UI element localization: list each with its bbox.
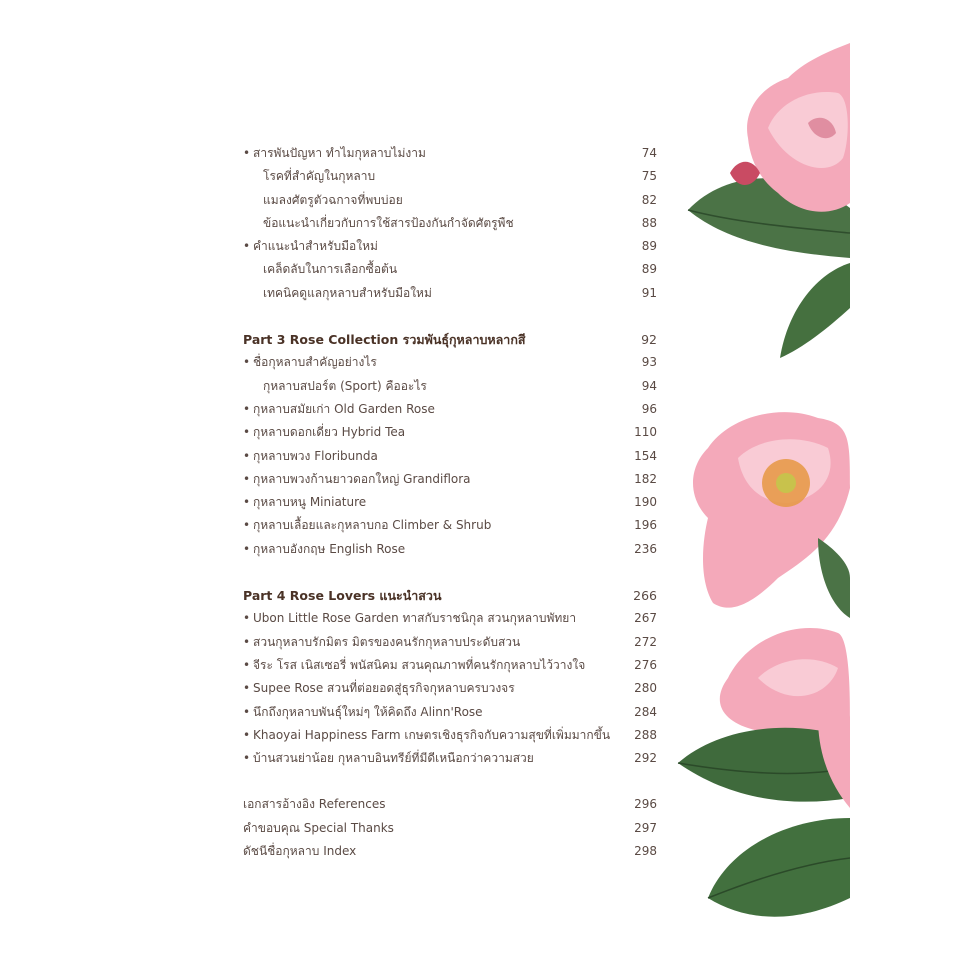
toc-entry-title: คำแนะนำสำหรับมือใหม่	[253, 239, 378, 254]
toc-entry	[243, 724, 657, 747]
toc-entry-title: กุหลาบสมัยเก่า Old Garden Rose	[253, 401, 435, 416]
toc-entry-title: ชื่อกุหลาบสำคัญอย่างไร	[253, 355, 377, 370]
toc-part-heading	[243, 328, 657, 351]
toc-entry-title: เทคนิคดูแลกุหลาบสำหรับมือใหม่	[263, 285, 432, 300]
toc-entry	[243, 375, 657, 398]
top-rose-icon	[688, 43, 850, 358]
rose-icon	[668, 18, 850, 942]
toc-part-heading	[243, 584, 657, 607]
toc-entry	[243, 282, 657, 305]
toc-page-number: 75	[641, 169, 657, 184]
toc-entry	[243, 142, 657, 165]
toc-entry	[243, 538, 657, 561]
toc-entry-title: กุหลาบหนู Miniature	[253, 495, 367, 510]
toc-entry-title: เคล็ดลับในการเลือกซื้อต้น	[263, 262, 398, 277]
toc-entry	[243, 258, 657, 281]
toc-page-number: 110	[634, 425, 657, 440]
toc-section	[243, 793, 657, 863]
toc-entry-title: สารพันปัญหา ทำไมกุหลาบไม่งาม	[253, 146, 426, 160]
toc-page-number: 297	[634, 820, 657, 835]
middle-rose-icon	[693, 412, 850, 618]
toc-section	[243, 584, 657, 770]
toc-page-number: 82	[641, 192, 657, 207]
toc-entry-title: นึกถึงกุหลาบพันธุ์ใหม่ๆ ให้คิดถึง Alinn'Rose	[253, 704, 483, 719]
toc-page-number: 284	[634, 704, 657, 719]
toc-page-number: 94	[641, 378, 657, 393]
toc-entry	[243, 445, 657, 468]
toc-page-number: 280	[634, 681, 657, 696]
toc-entry	[243, 398, 657, 421]
toc-entry	[243, 468, 657, 491]
bottom-rose-icon	[678, 628, 850, 917]
toc-page-number: 190	[634, 495, 657, 510]
toc-page-number: 276	[634, 657, 657, 672]
rose-flowers-illustration	[668, 18, 850, 942]
toc-page-number: 91	[641, 285, 657, 300]
toc-entry	[243, 421, 657, 444]
toc-entry	[243, 351, 657, 374]
toc-page-number: 296	[634, 797, 657, 812]
toc-entry-title: กุหลาบพวง Floribunda	[253, 448, 378, 463]
toc-entry-title: กุหลาบอังกฤษ English Rose	[253, 541, 406, 556]
toc-entry	[243, 701, 657, 724]
toc-entry	[243, 677, 657, 700]
toc-page-number: 288	[634, 727, 657, 742]
toc-entry-title: เอกสารอ้างอิง References	[243, 797, 386, 812]
toc-page-number: 298	[634, 844, 657, 859]
toc-entry-title: โรคที่สำคัญในกุหลาบ	[263, 169, 376, 184]
toc-entry	[243, 817, 657, 840]
toc-page-number: 74	[641, 146, 657, 160]
toc-entry-title: กุหลาบดอกเดี่ยว Hybrid Tea	[253, 425, 406, 440]
toc-page-number: 93	[641, 355, 657, 370]
toc-entry-title: จีระ โรส เนิสเซอรี่ พนัสนิคม สวนคุณภาพที่คนรักกุหลาบไว้วางใจ	[253, 657, 586, 672]
toc-entry-title: Ubon Little Rose Garden ทาสกับราชนิกุล สวนกุหลาบพัทยา	[253, 611, 577, 626]
toc-entry-title: Part 3 Rose Collection รวมพันธุ์กุหลาบหลากสี	[243, 332, 526, 348]
toc-entry	[243, 840, 657, 863]
toc-entry-title: แมลงศัตรูตัวฉกาจที่พบบ่อย	[263, 192, 403, 207]
toc-entry	[243, 514, 657, 537]
toc-entry-title: ดัชนีชื่อกุหลาบ Index	[243, 844, 357, 859]
toc-page-number: 96	[641, 401, 657, 416]
toc-entry	[243, 654, 657, 677]
toc-page-number: 196	[634, 518, 657, 533]
toc-entry-title: Supee Rose สวนที่ต่อยอดสู่ธุรกิจกุหลาบครบวงจร	[253, 681, 515, 696]
toc-page-number: 182	[634, 471, 657, 486]
toc-entry	[243, 235, 657, 258]
toc-entry-title: กุหลาบพวงก้านยาวดอกใหญ่ Grandiflora	[253, 471, 471, 486]
toc-page-number: 92	[641, 332, 657, 348]
toc-entry	[243, 212, 657, 235]
toc-entry	[243, 607, 657, 630]
toc-section	[243, 142, 657, 305]
toc-page-number: 88	[641, 215, 657, 230]
toc-entry-title: บ้านสวนย่าน้อย กุหลาบอินทรีย์ที่มีดีเหนือกว่าความสวย	[253, 751, 534, 766]
toc-entry	[243, 189, 657, 212]
toc-entry	[243, 793, 657, 816]
toc-entry-title: คำขอบคุณ Special Thanks	[243, 820, 394, 835]
toc-entry-title: กุหลาบเลื้อยและกุหลาบกอ Climber & Shrub	[253, 518, 492, 533]
toc-page-number: 267	[634, 611, 657, 626]
toc-page-number: 272	[634, 634, 657, 649]
toc-page-number: 89	[641, 239, 657, 254]
table-of-contents	[243, 142, 657, 886]
toc-section	[243, 328, 657, 561]
toc-entry	[243, 491, 657, 514]
toc-entry	[243, 631, 657, 654]
toc-page-number: 292	[634, 751, 657, 766]
toc-page-number: 236	[634, 541, 657, 556]
toc-entry-title: Khaoyai Happiness Farm เกษตรเชิงธุรกิจกับความสุขที่เพิ่มมากขึ้น	[253, 727, 611, 742]
toc-entry	[243, 165, 657, 188]
toc-page-number: 266	[633, 588, 657, 604]
toc-entry-title: Part 4 Rose Lovers แนะนำสวน	[243, 588, 442, 604]
toc-page-number: 89	[641, 262, 657, 277]
toc-entry-title: ข้อแนะนำเกี่ยวกับการใช้สารป้องกันกำจัดศัตรูพืช	[263, 215, 514, 230]
toc-page-number: 154	[634, 448, 657, 463]
toc-entry-title: กุหลาบสปอร์ต (Sport) คืออะไร	[263, 378, 427, 393]
toc-entry	[243, 747, 657, 770]
toc-entry-title: สวนกุหลาบรักมิตร มิตรของคนรักกุหลาบประดับสวน	[253, 634, 521, 649]
